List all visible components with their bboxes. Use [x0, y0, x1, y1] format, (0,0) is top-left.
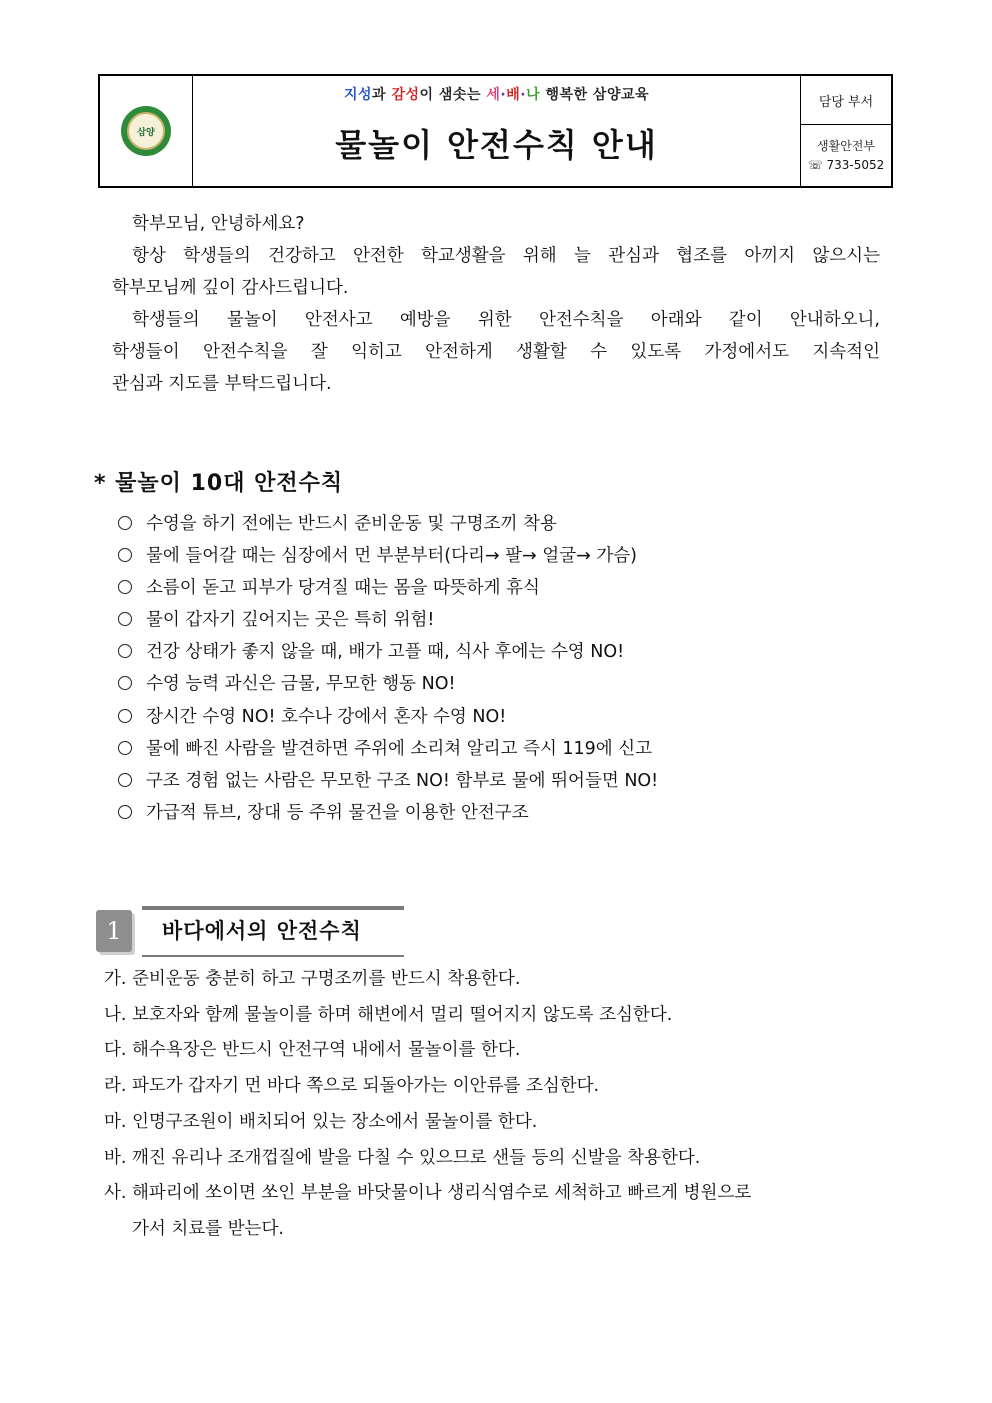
rule-text: 장시간 수영 NO! 호수나 강에서 혼자 수영 NO! [146, 706, 507, 727]
rule-item [118, 668, 658, 700]
motto-part: 이 샘솟는 [419, 87, 487, 103]
circle-bullet-icon [118, 741, 132, 755]
rule-item [118, 604, 658, 636]
motto-part: 감성 [391, 87, 420, 103]
item-marker: 가. [104, 969, 127, 989]
sea-rule-continuation: 가서 치료를 받는다. [132, 1218, 284, 1239]
rule-text: 수영을 하기 전에는 반드시 준비운동 및 구명조끼 착용 [146, 514, 557, 534]
header-table [98, 74, 893, 188]
rule-text: 물에 빠진 사람을 발견하면 주위에 소리쳐 알리고 즉시 119에 신고 [146, 738, 653, 759]
rule-item [118, 701, 658, 733]
sea-rules-list [104, 962, 751, 1248]
section-rule-top [142, 906, 404, 910]
emblem-text: 삼양 [127, 112, 165, 150]
rules-list [118, 508, 658, 829]
department-label: 담당 부서 [801, 76, 891, 125]
circle-bullet-icon [118, 580, 132, 594]
motto-part: 행복한 삼양교육 [540, 87, 650, 103]
department-name: 생활안전부 [817, 138, 875, 153]
circle-bullet-icon [118, 644, 132, 658]
greeting: 학부모님, 안녕하세요? [132, 214, 305, 234]
department-cell [801, 76, 891, 186]
motto-part: 과 [372, 87, 392, 103]
sea-rule-item [104, 1069, 751, 1105]
intro-paragraph-line: 학생들이 안전수칙을 잘 익히고 안전하게 생활할 수 있도록 가정에서도 지속적인 [112, 342, 880, 362]
sea-rule-item [104, 1105, 751, 1141]
rule-text: 구조 경험 없는 사람은 무모한 구조 NO! 함부로 물에 뛰어들면 NO! [146, 770, 659, 791]
item-text: 보호자와 함께 물놀이를 하며 해변에서 멀리 떨어지지 않도록 조심한다. [132, 1004, 673, 1025]
rule-item [118, 797, 658, 829]
circle-bullet-icon [118, 516, 132, 530]
sea-rule-item [104, 1176, 751, 1212]
rule-text: 물이 갑자기 깊어지는 곳은 특히 위험! [146, 610, 435, 631]
circle-bullet-icon [118, 805, 132, 819]
motto-part: 세 [486, 87, 501, 103]
motto-part: 배 [506, 87, 521, 103]
rule-item [118, 540, 658, 572]
motto-part: 지성 [343, 87, 373, 103]
motto-part: · [520, 87, 527, 103]
rule-item [118, 733, 658, 765]
rule-text: 건강 상태가 좋지 않을 때, 배가 고플 때, 식사 후에는 수영 NO! [146, 642, 625, 663]
motto-part: 나 [526, 87, 541, 103]
item-text: 해수욕장은 반드시 안전구역 내에서 물놀이를 한다. [132, 1040, 521, 1061]
rule-item [118, 508, 658, 540]
sea-rule-item [104, 1033, 751, 1069]
section-number-badge: 1 [96, 910, 132, 952]
rule-item [118, 636, 658, 668]
circle-bullet-icon [118, 709, 132, 723]
item-text: 준비운동 충분히 하고 구명조끼를 반드시 착용한다. [132, 969, 521, 989]
school-emblem-icon [121, 106, 171, 156]
motto-part: · [500, 87, 507, 103]
item-text: 해파리에 쏘이면 쏘인 부분을 바닷물이나 생리식염수로 세척하고 빠르게 병원으로 [132, 1183, 752, 1204]
department-info [801, 125, 891, 186]
logo-cell [100, 76, 193, 186]
rule-text: 소름이 돋고 피부가 당겨질 때는 몸을 따뜻하게 휴식 [146, 578, 540, 599]
circle-bullet-icon [118, 773, 132, 787]
sea-rule-item [104, 1141, 751, 1177]
sea-rule-item [104, 962, 751, 998]
intro-letter [112, 208, 880, 400]
item-marker: 바. [104, 1147, 127, 1168]
intro-paragraph-line: 학생들의 물놀이 안전사고 예방을 위한 안전수칙을 아래와 같이 안내하오니, [132, 310, 880, 330]
department-phone: ☏ 733-5052 [807, 157, 885, 172]
item-text: 인명구조원이 배치되어 있는 장소에서 물놀이를 한다. [132, 1111, 538, 1132]
title-cell [193, 76, 801, 186]
rule-text: 가급적 튜브, 장대 등 주위 물건을 이용한 안전구조 [146, 802, 529, 823]
rule-text: 물에 들어갈 때는 심장에서 먼 부분부터(다리→ 팔→ 얼굴→ 가슴) [146, 546, 637, 567]
section-title: 바다에서의 안전수칙 [162, 919, 362, 943]
item-marker: 다. [104, 1040, 127, 1061]
item-marker: 나. [104, 1004, 127, 1025]
intro-paragraph-line: 항상 학생들의 건강하고 안전한 학교생활을 위해 늘 관심과 협조를 아끼지 않으시는 [132, 246, 880, 266]
section-rule-bottom [142, 955, 404, 957]
item-marker: 라. [104, 1076, 127, 1097]
rule-text: 수영 능력 과신은 금물, 무모한 행동 NO! [146, 674, 456, 695]
rule-item [118, 572, 658, 604]
intro-paragraph-line: 학부모님께 깊이 감사드립니다. [112, 278, 349, 298]
circle-bullet-icon [118, 676, 132, 690]
circle-bullet-icon [118, 612, 132, 626]
item-marker: 마. [104, 1111, 127, 1132]
document-title: 물놀이 안전수칙 안내 [335, 126, 658, 164]
school-motto [193, 84, 800, 104]
rule-item [118, 765, 658, 797]
sea-rule-item [104, 998, 751, 1034]
rules-heading: * 물놀이 10대 안전수칙 [94, 471, 344, 496]
item-text: 파도가 갑자기 먼 바다 쪽으로 되돌아가는 이안류를 조심한다. [132, 1076, 600, 1097]
intro-paragraph-line: 관심과 지도를 부탁드립니다. [112, 374, 332, 394]
item-marker: 사. [104, 1183, 127, 1204]
circle-bullet-icon [118, 548, 132, 562]
item-text: 깨진 유리나 조개껍질에 발을 다칠 수 있으므로 샌들 등의 신발을 착용한다. [132, 1147, 701, 1168]
